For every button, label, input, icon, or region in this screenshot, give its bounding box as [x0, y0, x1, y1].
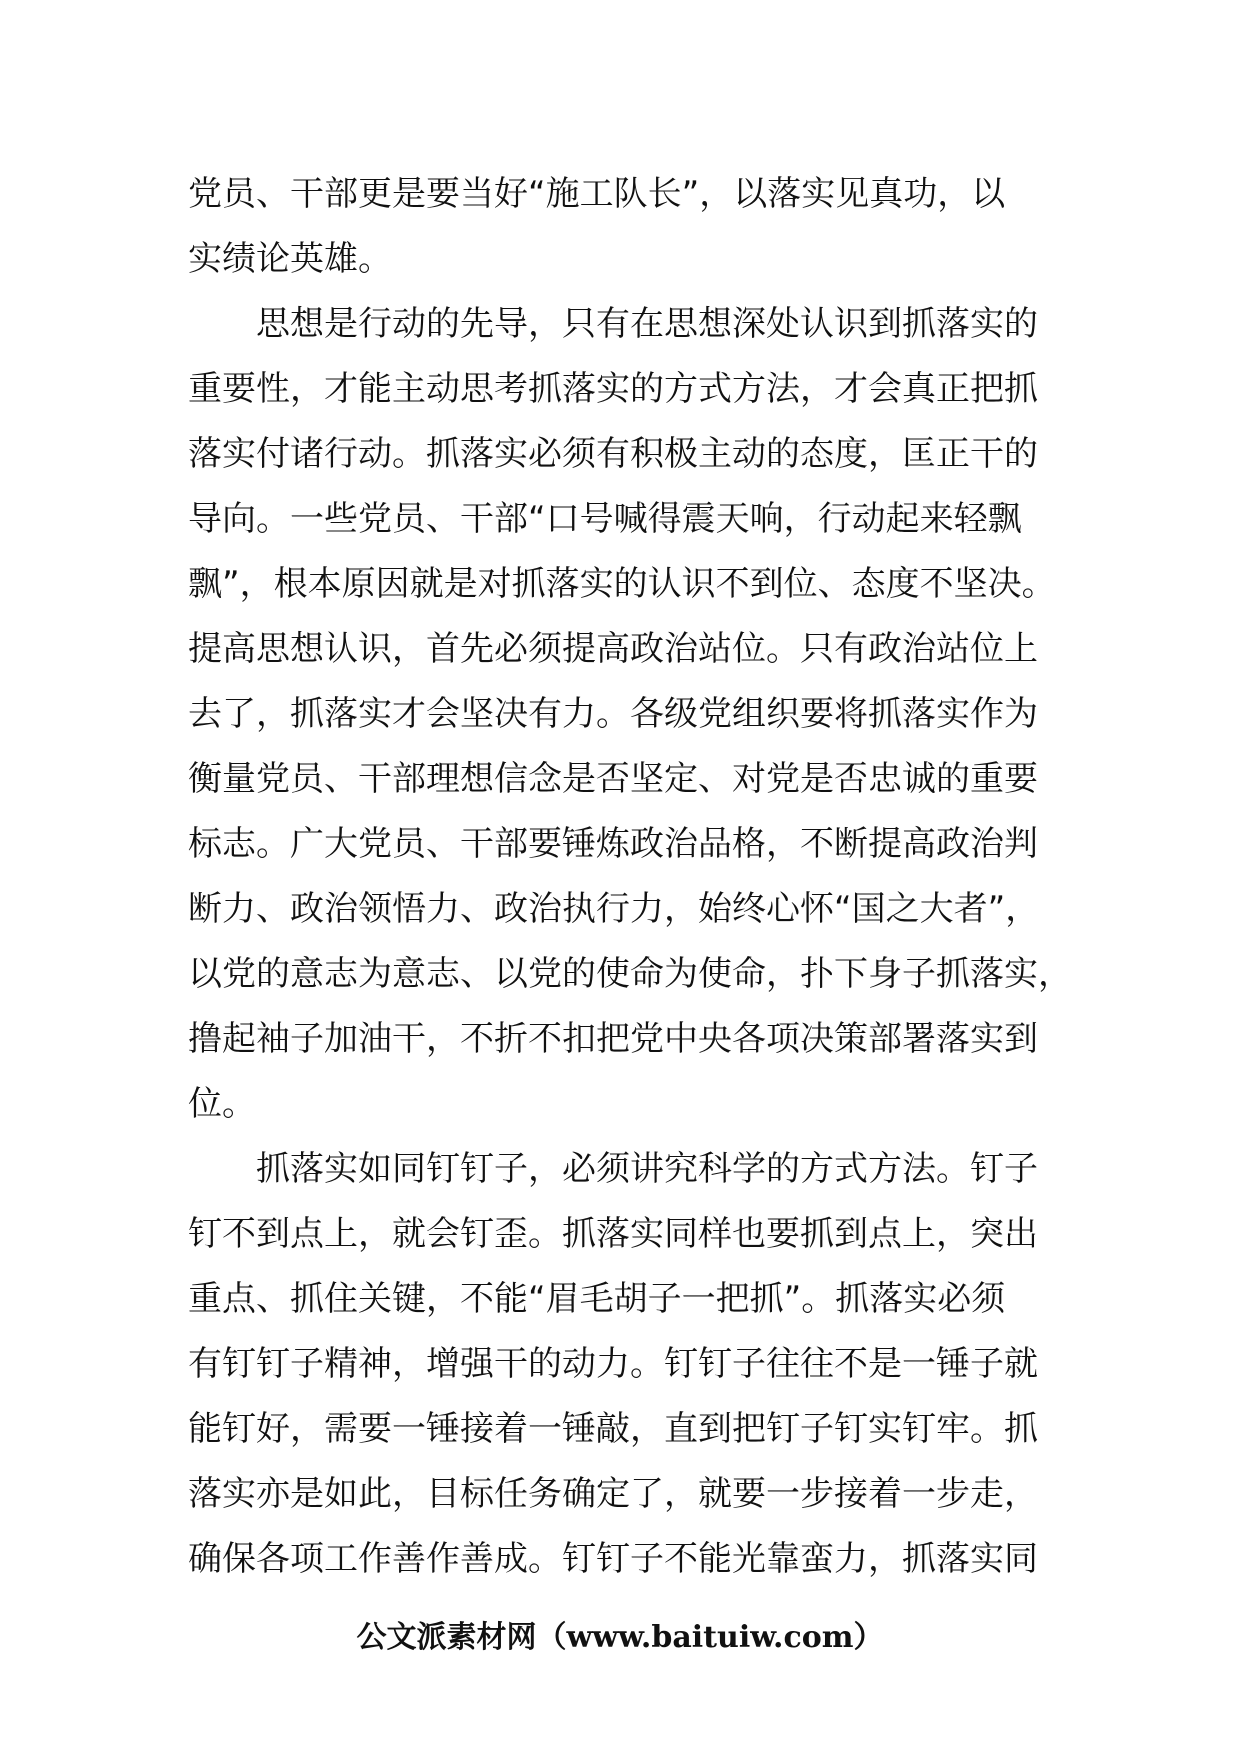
text-line: 思想是行动的先导，只有在思想深处认识到抓落实的 — [256, 304, 1038, 344]
text-line: 重要性，才能主动思考抓落实的方式方法，才会真正把抓 — [188, 369, 1038, 409]
text-line: 提高思想认识，首先必须提高政治站位。只有政治站位上 — [188, 629, 1038, 669]
text-line: 断力、政治领悟力、政治执行力，始终心怀“国之大者”， — [188, 889, 1040, 929]
text-line: 抓落实如同钉钉子，必须讲究科学的方式方法。钉子 — [256, 1149, 1038, 1189]
text-line: 标志。广大党员、干部要锤炼政治品格，不断提高政治判 — [188, 824, 1038, 864]
text-line: 有钉钉子精神，增强干的动力。钉钉子往往不是一锤子就 — [188, 1344, 1038, 1384]
text-line: 撸起袖子加油干，不折不扣把党中央各项决策部署落实到 — [188, 1019, 1038, 1059]
text-line: 位。 — [188, 1084, 256, 1124]
text-line: 飘”，根本原因就是对抓落实的认识不到位、态度不坚决。 — [188, 564, 1056, 604]
text-line: 导向。一些党员、干部“口号喊得震天响，行动起来轻飘 — [188, 499, 1022, 539]
text-line: 以党的意志为意志、以党的使命为使命，扑下身子抓落实， — [188, 954, 1072, 994]
text-line: 衡量党员、干部理想信念是否坚定、对党是否忠诚的重要 — [188, 759, 1038, 799]
body-text — [188, 162, 1072, 1592]
paragraph — [188, 162, 1068, 292]
paragraph — [188, 292, 1072, 1137]
paragraph — [188, 1137, 1068, 1592]
text-line: 实绩论英雄。 — [188, 239, 392, 279]
text-line: 党员、干部更是要当好“施工队长”，以落实见真功，以 — [188, 174, 1006, 214]
text-line: 落实亦是如此，目标任务确定了，就要一步接着一步走， — [188, 1474, 1038, 1514]
text-line: 重点、抓住关键，不能“眉毛胡子一把抓”。抓落实必须 — [188, 1279, 1006, 1319]
text-line: 确保各项工作善作善成。钉钉子不能光靠蛮力，抓落实同 — [188, 1539, 1038, 1579]
text-line: 能钉好，需要一锤接着一锤敲，直到把钉子钉实钉牢。抓 — [188, 1409, 1038, 1449]
page-footer: 公文派素材网（www.baituiw.com） — [356, 1620, 884, 1655]
text-line: 去了，抓落实才会坚决有力。各级党组织要将抓落实作为 — [188, 694, 1038, 734]
text-line: 钉不到点上，就会钉歪。抓落实同样也要抓到点上，突出 — [188, 1214, 1038, 1254]
text-line: 落实付诸行动。抓落实必须有积极主动的态度，匡正干的 — [188, 434, 1038, 474]
